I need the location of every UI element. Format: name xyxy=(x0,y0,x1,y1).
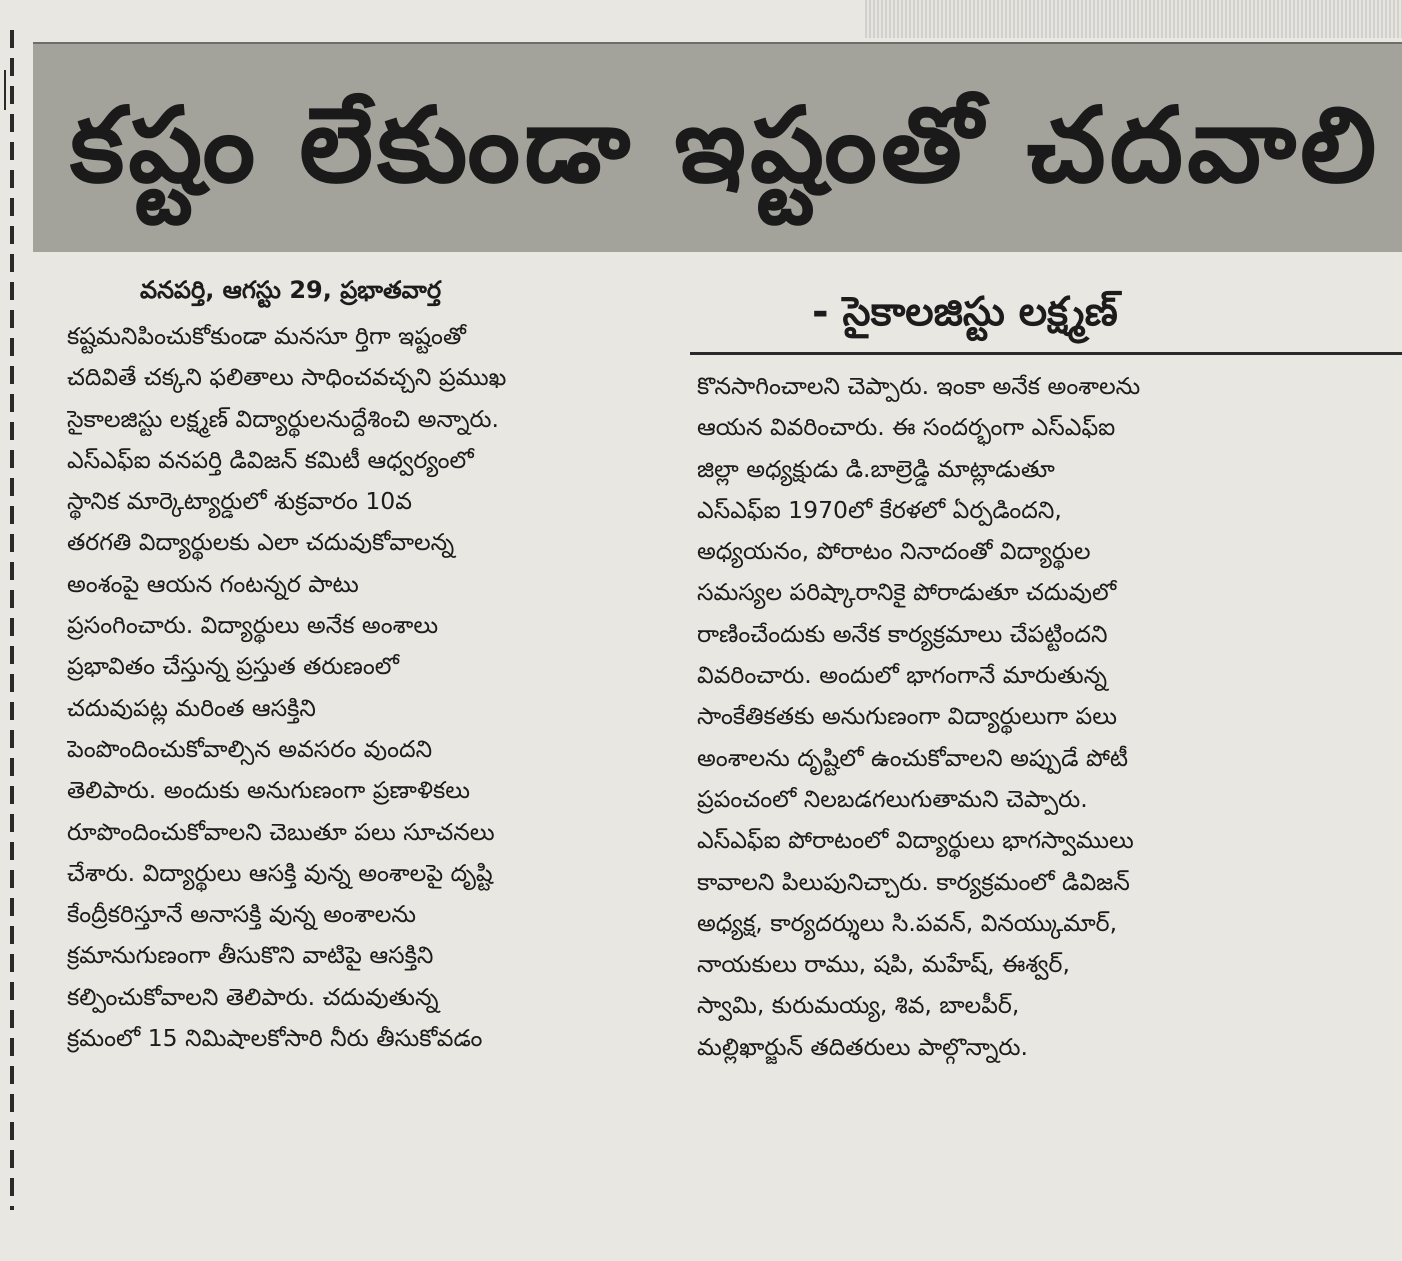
right-column-line: వివరించారు. అందులో భాగంగానే మారుతున్న xyxy=(697,661,1108,690)
left-column-line: తెలిపారు. అందుకు అనుగుణంగా ప్రణాళికలు xyxy=(67,776,471,805)
left-column-line: ప్రభావితం చేస్తున్న ప్రస్తుత తరుణంలో xyxy=(67,652,399,681)
left-column-line: ప్రసంగించారు. విద్యార్థులు అనేక అంశాలు xyxy=(67,611,439,640)
right-column-line: ఎస్ఎఫ్ఐ పోరాటంలో విద్యార్థులు భాగస్వాములు xyxy=(697,826,1134,855)
left-column-line: క్రమానుగుణంగా తీసుకొని వాటిపై ఆసక్తిని xyxy=(67,941,434,970)
right-column-line: జిల్లా అధ్యక్షుడు డి.బాల్రెడ్డి మాట్లాడుతూ xyxy=(697,454,1055,483)
left-column-line: చదువుపట్ల మరింత ఆసక్తిని xyxy=(67,693,316,722)
left-column-line: ఎస్ఎఫ్ఐ వనపర్తి డివిజన్ కమిటీ ఆధ్వర్యంలో xyxy=(67,445,474,474)
right-column-line: ఎస్ఎఫ్ఐ 1970లో కేరళలో ఏర్పడిందని, xyxy=(697,495,1062,524)
subheadline: - సైకాలజిస్టు లక్ష్మణ్ xyxy=(812,289,1118,335)
right-column-line: ఆయన వివరించారు. ఈ సందర్భంగా ఎస్ఎఫ్ఐ xyxy=(697,413,1116,442)
left-column-rule xyxy=(10,30,14,1210)
left-column-line: చదివితే చక్కని ఫలితాలు సాధించవచ్చని ప్రముఖ xyxy=(67,363,507,392)
headline: కష్టం లేకుండా ఇష్టంతో చదవాలి xyxy=(70,84,1381,206)
left-column-line: కల్పించుకోవాలని తెలిపారు. చదువుతున్న xyxy=(67,982,439,1011)
left-column-line: అంశంపై ఆయన గంటన్నర పాటు xyxy=(67,569,359,598)
left-column-line: పెంపొందించుకోవాల్సిన అవసరం వుందని xyxy=(67,734,433,763)
left-margin-mark xyxy=(4,70,6,110)
right-column-line: అధ్యయనం, పోరాటం నినాదంతో విద్యార్థుల xyxy=(697,537,1091,566)
left-column-line: తరగతి విద్యార్థులకు ఎలా చదువుకోవాలన్న xyxy=(67,528,455,557)
right-column-line: ప్రపంచంలో నిలబడగలుగుతామని చెప్పారు. xyxy=(697,784,1088,813)
right-column-line: అంశాలను దృష్టిలో ఉంచుకోవాలని అప్పుడే పోటీ xyxy=(697,743,1129,772)
right-column-line: కొనసాగించాలని చెప్పారు. ఇంకా అనేక అంశాలను xyxy=(697,372,1141,400)
right-column-line: మల్లిఖార్జున్ తదితరులు పాల్గొన్నారు. xyxy=(697,1032,1028,1061)
right-column-line: నాయకులు రాము, షపి, మహేష్, ఈశ్వర్, xyxy=(697,950,1070,979)
right-column-line: స్వామి, కురుమయ్య, శివ, బాలపీర్, xyxy=(697,991,1020,1020)
left-column-line: కష్టమనిపించుకోకుండా మనసూ ర్తిగా ఇష్టంతో xyxy=(67,322,466,350)
left-column-line: స్థానిక మార్కెట్యార్డులో శుక్రవారం 10వ xyxy=(67,487,412,516)
right-column-line: సమస్యల పరిష్కారానికై పోరాడుతూ చదువులో xyxy=(697,578,1117,607)
dateline: వనపర్తి, ఆగస్టు 29, ప్రభాతవార్త xyxy=(140,276,442,304)
subheadline-rule xyxy=(690,352,1402,355)
right-column-line: సాంకేతికతకు అనుగుణంగా విద్యార్థులుగా పలు xyxy=(697,702,1118,731)
left-column xyxy=(67,316,657,1059)
left-column-line: సైకాలజిస్టు లక్ష్మణ్ విద్యార్థులనుద్దేశించి అన్నారు. xyxy=(67,404,500,433)
top-strip-decoration xyxy=(865,0,1402,38)
right-column xyxy=(697,366,1337,1068)
right-column-line: కావాలని పిలుపునిచ్చారు. కార్యక్రమంలో డివిజన్ xyxy=(697,867,1130,896)
right-column-line: రాణించేందుకు అనేక కార్యక్రమాలు చేపట్టిందని xyxy=(697,619,1108,648)
left-column-line: రూపొందించుకోవాలని చెబుతూ పలు సూచనలు xyxy=(67,817,495,846)
right-column-line: అధ్యక్ష, కార్యదర్శులు సి.పవన్, వినయ్కుమార్, xyxy=(697,908,1118,937)
left-column-line: కేంద్రీకరిస్తూనే అనాసక్తి వున్న అంశాలను xyxy=(67,900,416,929)
left-column-line: క్రమంలో 15 నిమిషాలకోసారి నీరు తీసుకోవడం xyxy=(67,1024,483,1053)
left-column-line: చేశారు. విద్యార్థులు ఆసక్తి వున్న అంశాలపై దృష్టి xyxy=(67,858,493,887)
